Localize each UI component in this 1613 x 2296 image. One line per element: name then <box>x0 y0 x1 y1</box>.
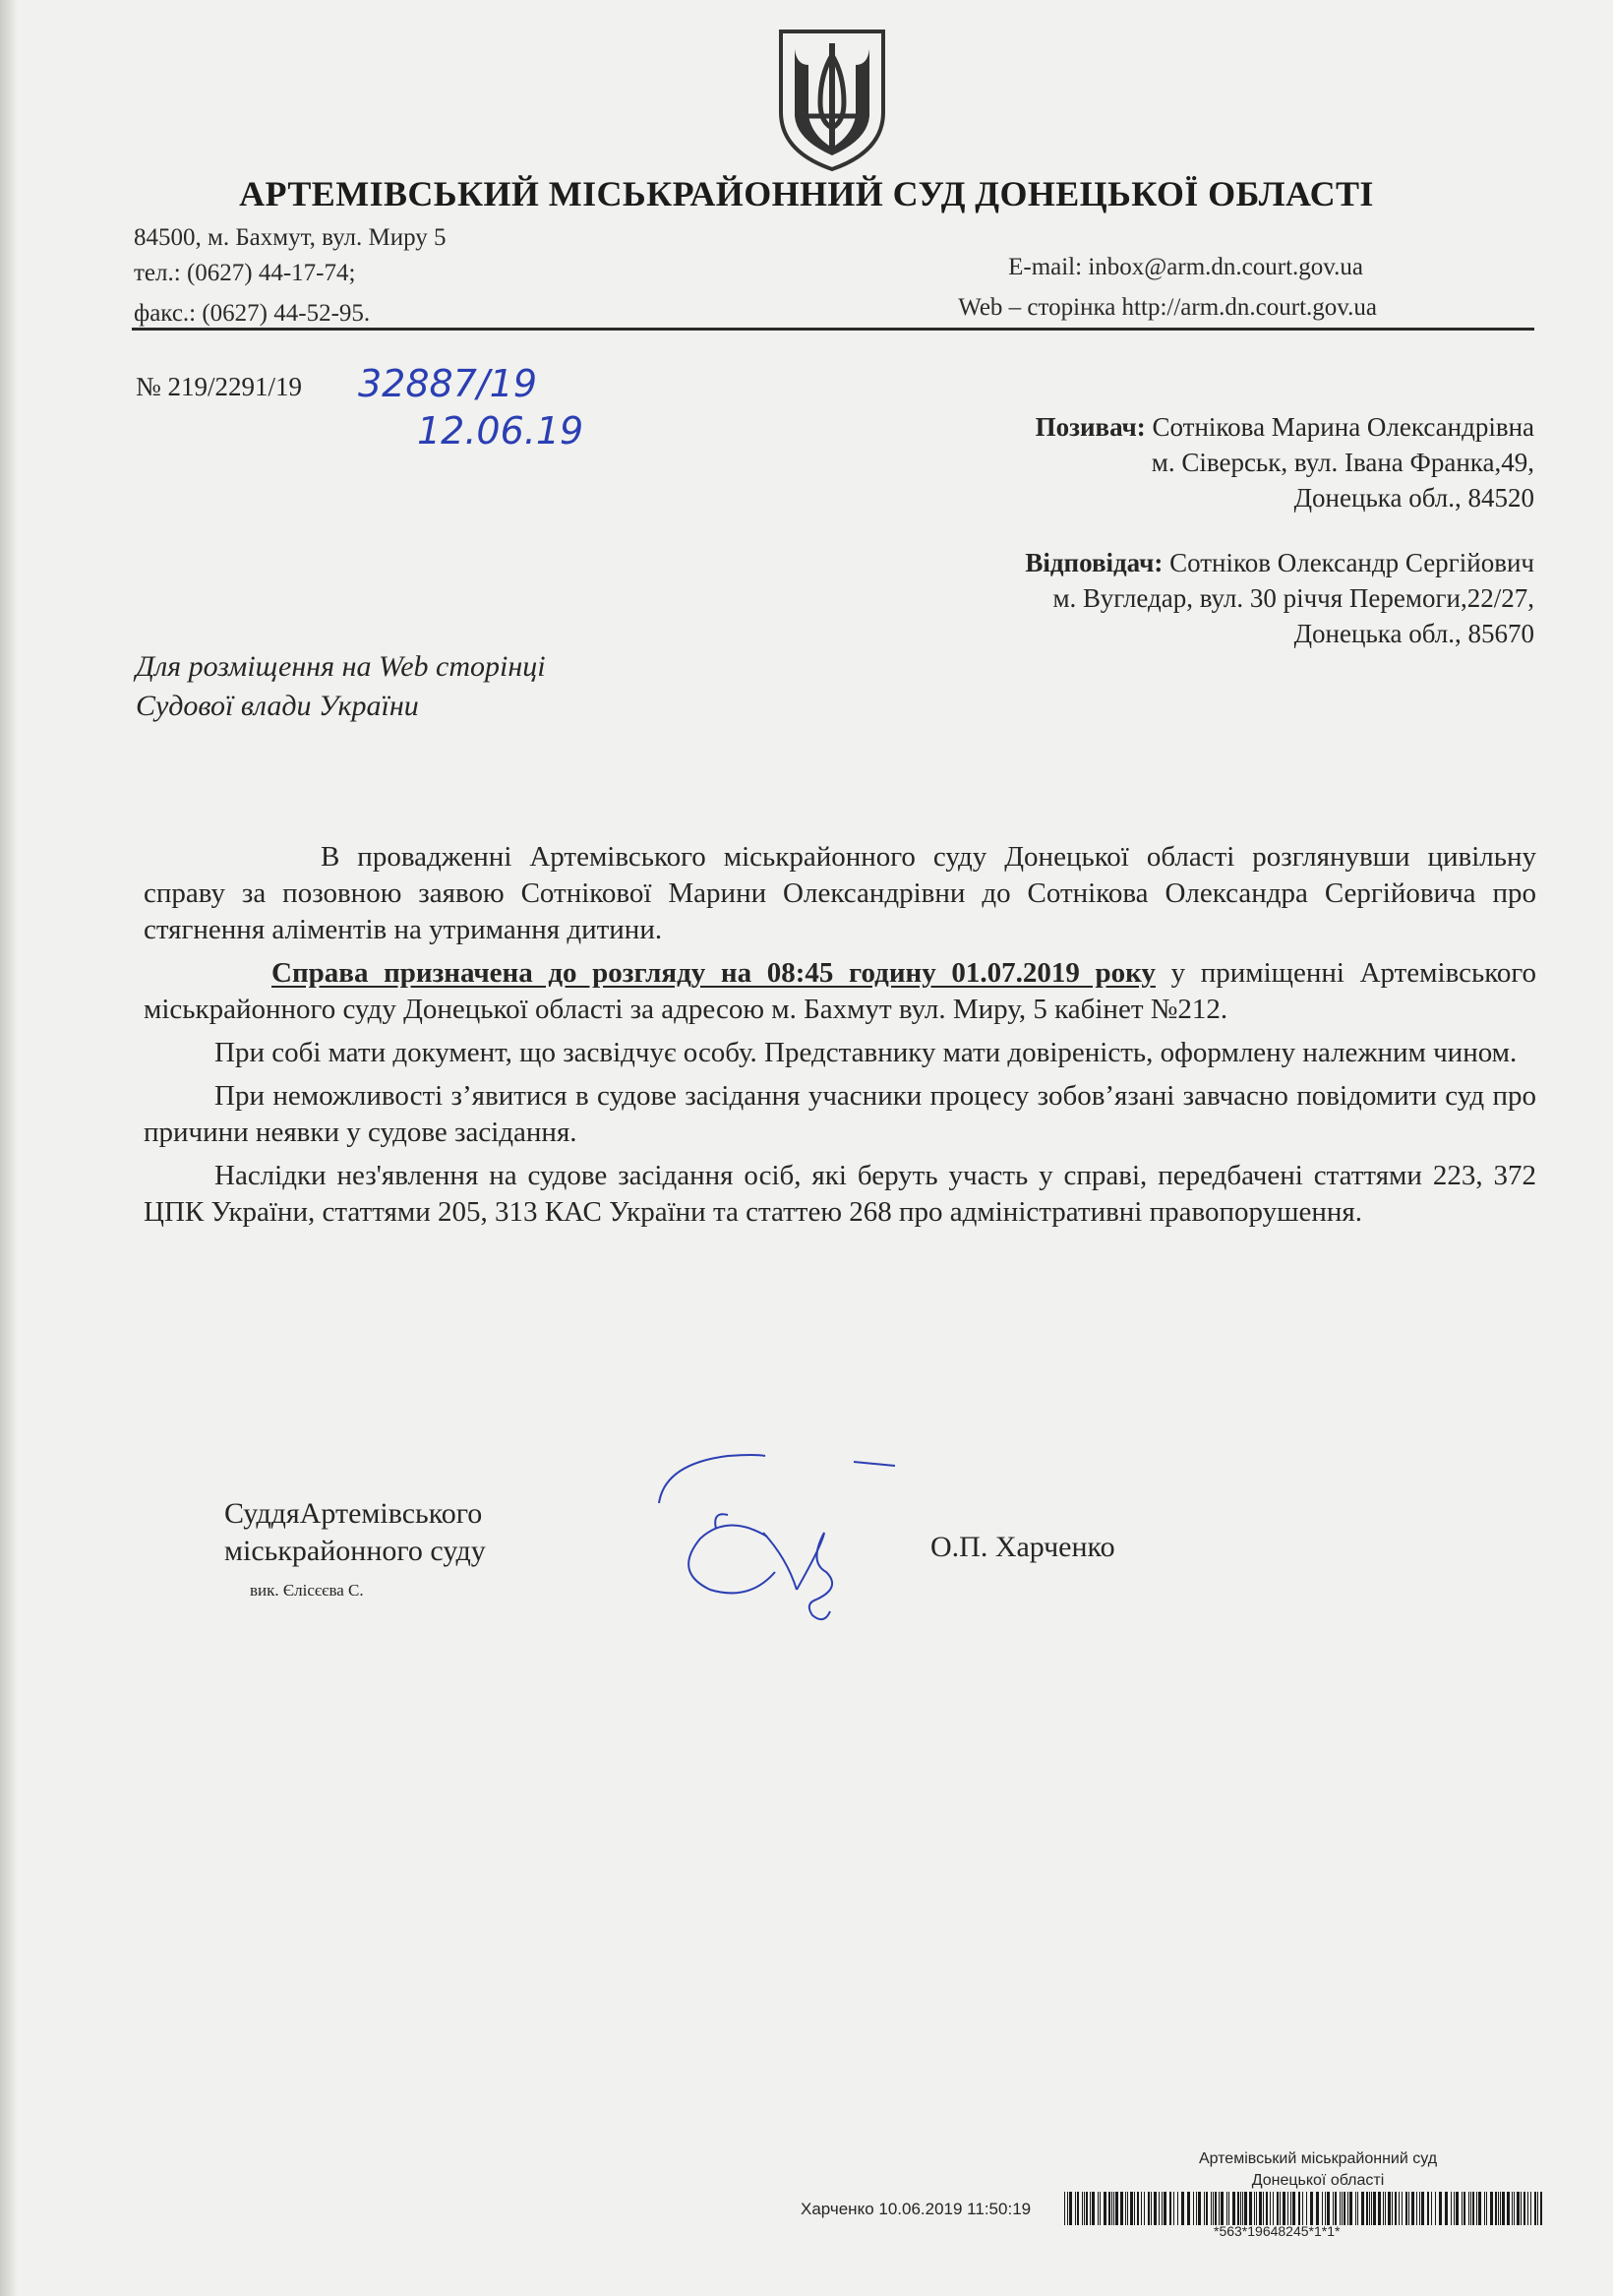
hearing-date-emphasis: Справа призначена до розгляду на 08:45 годину 01.07.2019 року <box>271 957 1156 989</box>
coat-of-arms-icon <box>773 26 891 173</box>
judge-title-line1: СуддяАртемівського <box>224 1497 483 1530</box>
judge-name: О.П. Харченко <box>930 1531 1115 1563</box>
stamp-court-line2: Донецької області <box>1251 2172 1385 2189</box>
paragraph-documents: При собі мати документ, що засвідчує особу. Представнику мати довіреність, оформлену належним чином. <box>214 1037 1518 1068</box>
court-title: АРТЕМІВСЬКИЙ МІСЬКРАЙОННИЙ СУД ДОНЕЦЬКОЇ ОБЛАСТІ <box>239 174 1374 213</box>
header-divider <box>132 328 1534 331</box>
plaintiff-block <box>846 409 1534 515</box>
plaintiff-address-1: м. Сіверськ, вул. Івана Франка,49, <box>1151 448 1534 477</box>
plaintiff-label: Позивач: <box>1035 412 1146 442</box>
court-email: E-mail: inbox@arm.dn.court.gov.ua <box>1008 254 1363 280</box>
plaintiff-name: Сотнікова Марина Олександрівна <box>1152 412 1534 442</box>
defendant-address-1: м. Вугледар, вул. 30 річчя Перемоги,22/27, <box>1052 583 1534 613</box>
executor-note: вик. Єлісєєва С. <box>250 1581 364 1600</box>
court-fax: факс.: (0627) 44-52-95. <box>134 300 371 327</box>
plaintiff-line <box>846 409 1534 445</box>
court-address: 84500, м. Бахмут, вул. Миру 5 <box>134 224 447 251</box>
defendant-address-2: Донецька обл., 85670 <box>1293 619 1534 648</box>
placement-note <box>136 647 824 726</box>
paragraph-consequences: Наслідки нез'явлення на судове засідання осіб, які беруть участь у справі, передбачені статтями 223, 372 ЦПК України, статтями 205, 313 КАС України та статтею 268 про адміністративні правопорушення. <box>144 1160 1536 1228</box>
case-number: № 219/2291/19 <box>136 372 303 401</box>
hearing-location: у приміщенні Артемівського міськрайонного суду Донецької області за адресою м. Бахмут вул. Миру, 5 кабінет №212. <box>144 957 1536 1025</box>
registration-stamp-court <box>1121 2148 1515 2192</box>
court-phone: тел.: (0627) 44-17-74; <box>134 260 356 286</box>
court-website: Web – сторінка http://arm.dn.court.gov.ua <box>958 294 1377 321</box>
defendant-block <box>846 545 1534 651</box>
handwritten-signature <box>649 1442 915 1629</box>
paragraph-hearing <box>144 955 1536 1028</box>
defendant-name: Сотніков Олександр Сергійович <box>1169 548 1534 577</box>
paragraph-notify: При неможливості з’явитися в судове засідання учасники процесу зобов’язані завчасно повідомити суд про причини неявки у судове засідання. <box>144 1080 1536 1148</box>
barcode-number: *563*19648245*1*1* <box>1214 2223 1341 2239</box>
placement-note-line2: Судової влади України <box>136 690 419 722</box>
handwritten-registration-number: 32887/19 <box>358 362 538 405</box>
placement-note-line1: Для розміщення на Web сторінці <box>136 650 546 683</box>
barcode-label: Харченко 10.06.2019 11:50:19 <box>801 2200 1032 2218</box>
paragraph-intro: В провадженні Артемівського міськрайонного суду Донецької області розглянувши цивільну справу за позовною заявою Сотнікової Марини Олександрівни до Сотнікова Олександра Сергійовича про стягнення аліментів на утримання дитини. <box>144 841 1536 945</box>
handwritten-date: 12.06.19 <box>417 409 584 453</box>
barcode <box>1064 2192 1542 2225</box>
stamp-court-line1: Артемівський міськрайонний суд <box>1198 2150 1438 2167</box>
judge-title <box>224 1495 618 1570</box>
defendant-label: Відповідач: <box>1025 548 1164 577</box>
defendant-line <box>846 545 1534 580</box>
plaintiff-address-2: Донецька обл., 84520 <box>1293 483 1534 513</box>
notice-body <box>144 839 1536 1238</box>
scan-edge-shadow <box>0 0 18 2296</box>
judge-title-line2: міськрайонного суду <box>224 1535 486 1567</box>
